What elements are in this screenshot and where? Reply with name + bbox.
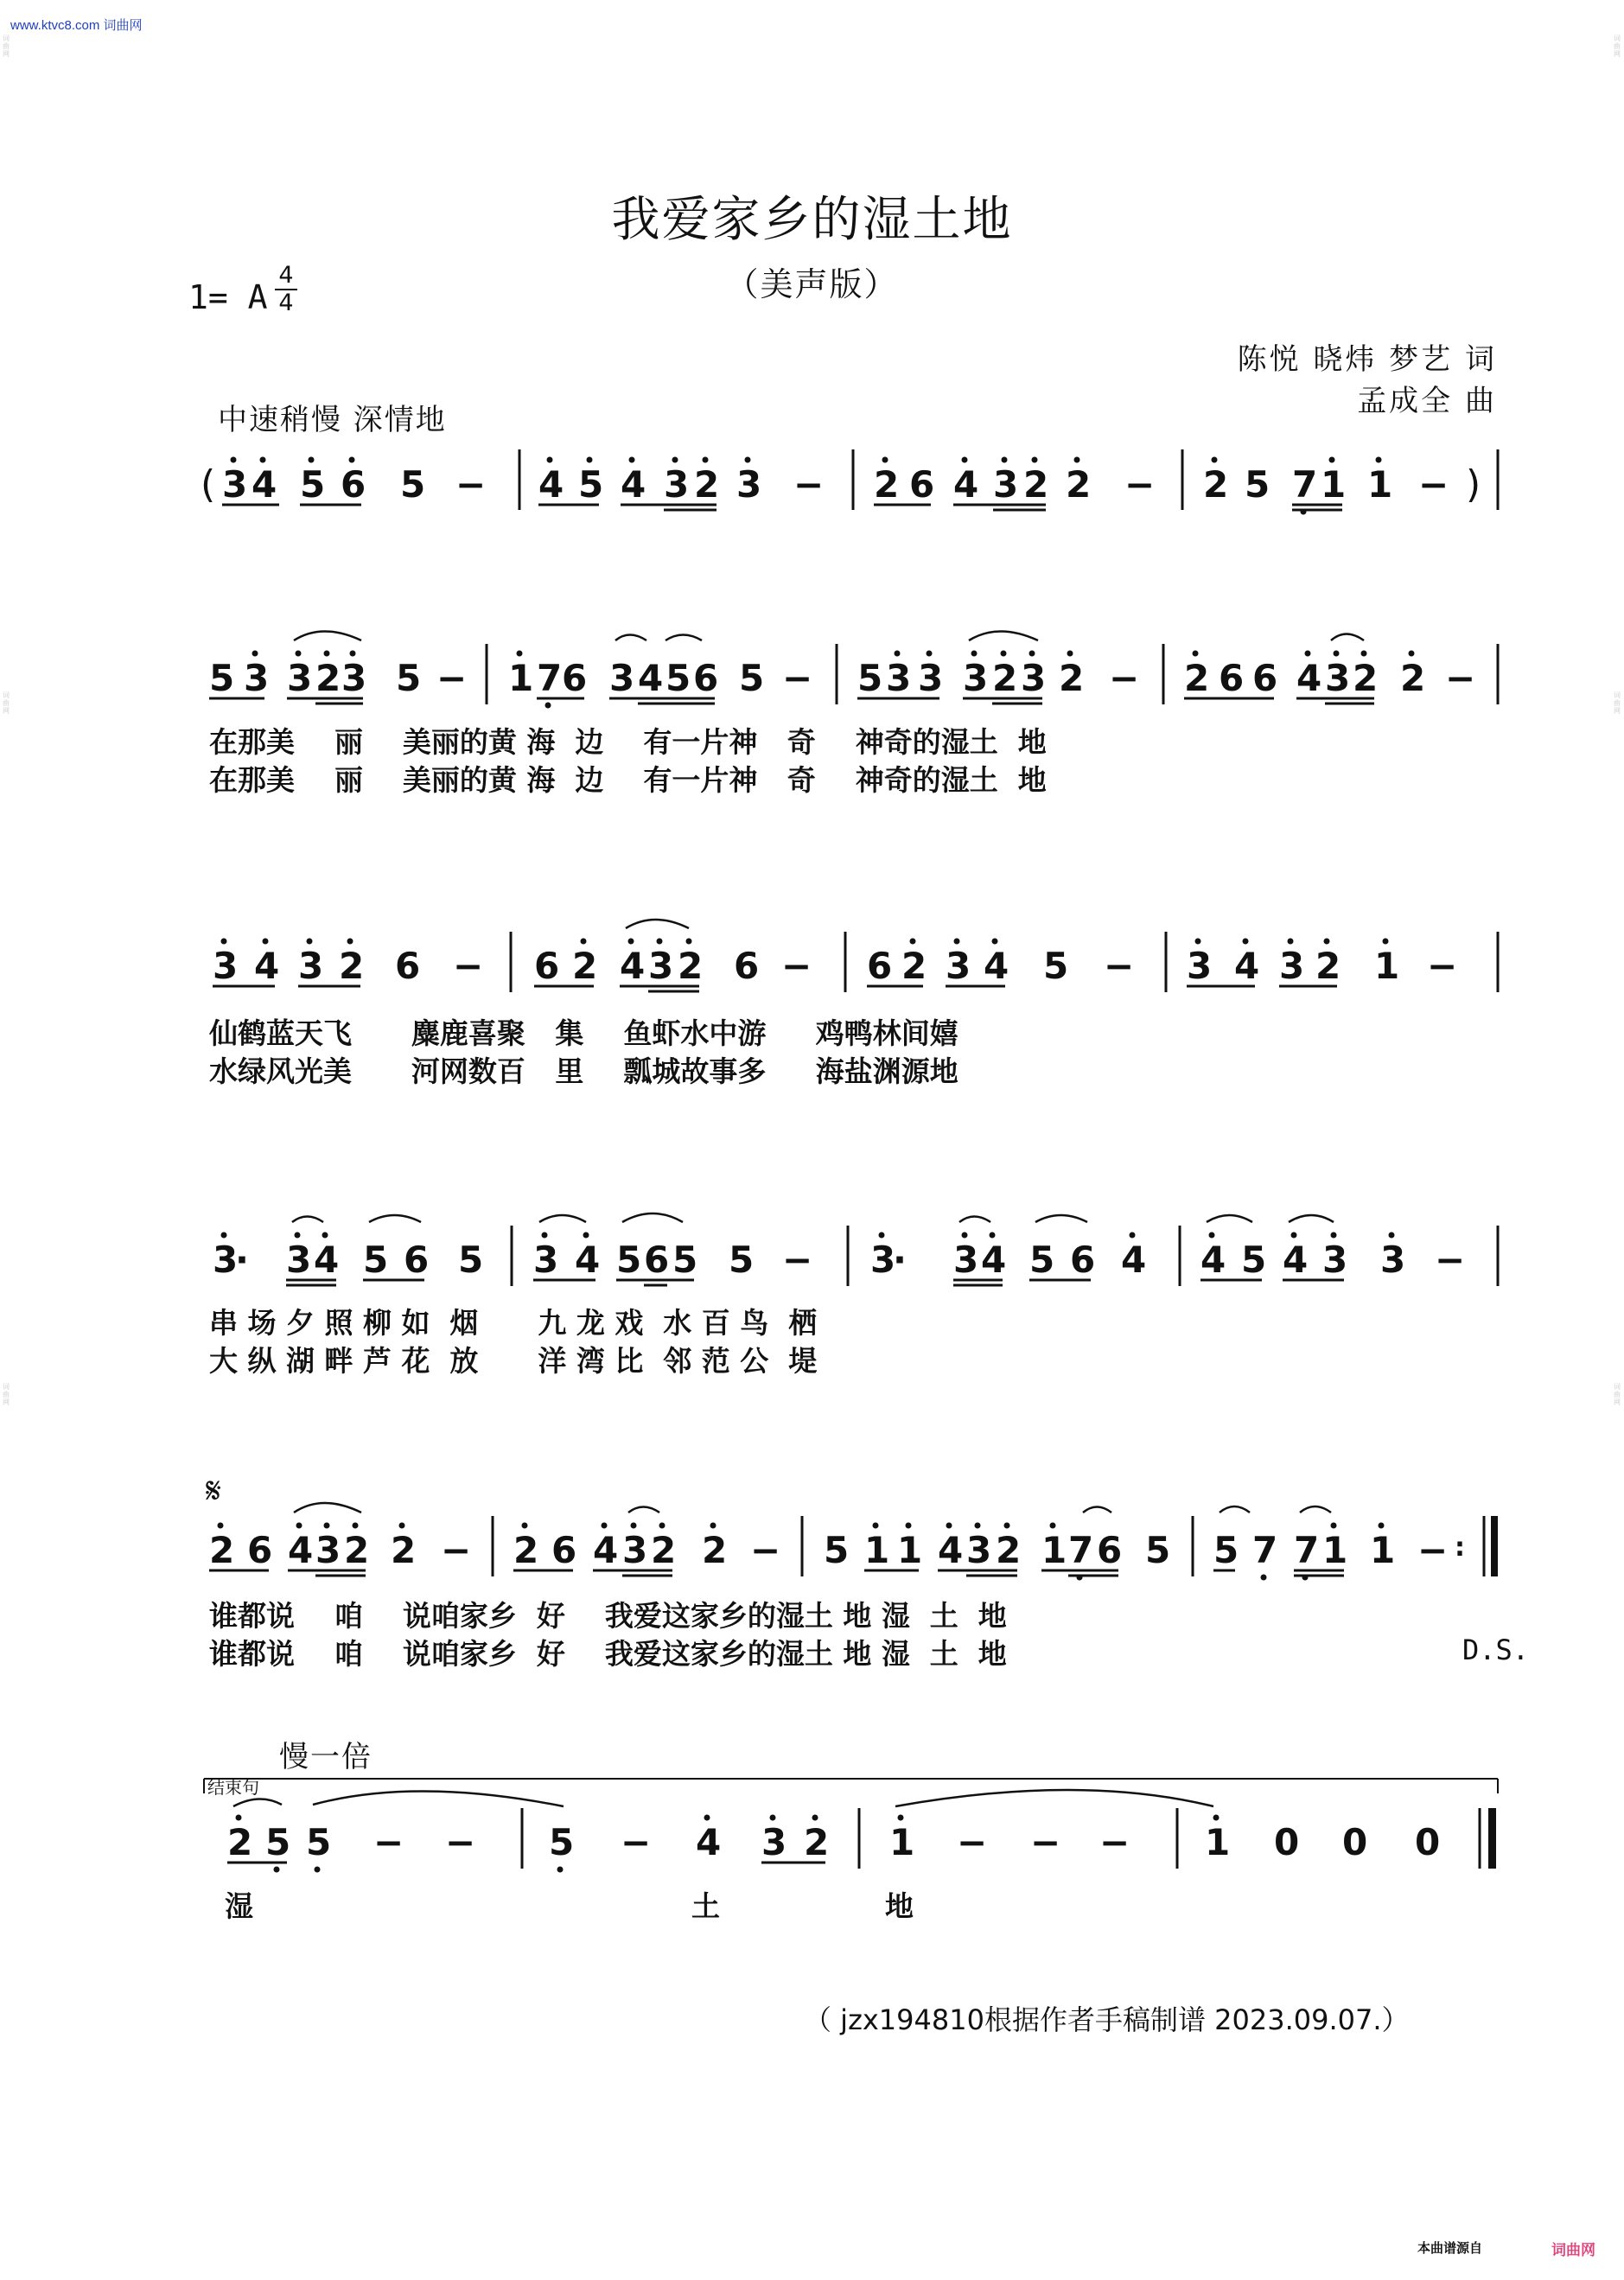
svg-text:4: 4 bbox=[696, 1821, 722, 1863]
svg-text:4: 4 bbox=[288, 1529, 314, 1571]
svg-text:3: 3 bbox=[993, 463, 1019, 506]
svg-text:2: 2 bbox=[1315, 945, 1341, 987]
svg-text:2: 2 bbox=[1353, 657, 1379, 699]
svg-text:3: 3 bbox=[1279, 945, 1305, 987]
svg-text:2: 2 bbox=[901, 945, 927, 987]
svg-text:−: − bbox=[1417, 1529, 1449, 1571]
svg-text:−: − bbox=[957, 1821, 988, 1863]
svg-text:−: − bbox=[750, 1529, 781, 1571]
svg-text::: : bbox=[1455, 1532, 1465, 1563]
svg-text:6: 6 bbox=[534, 945, 560, 987]
svg-text:6: 6 bbox=[551, 1529, 577, 1571]
svg-text:2: 2 bbox=[1400, 657, 1426, 699]
svg-text:7: 7 bbox=[1068, 1529, 1094, 1571]
watermark-left-1: 词曲网 bbox=[3, 35, 10, 58]
svg-text:2: 2 bbox=[694, 463, 720, 506]
slow-marking: 慢一倍 bbox=[279, 1740, 373, 1774]
svg-text:3: 3 bbox=[963, 657, 989, 699]
svg-text:4: 4 bbox=[593, 1529, 619, 1571]
svg-text:5: 5 bbox=[1029, 1239, 1055, 1281]
watermark-left-2: 词曲网 bbox=[3, 691, 10, 715]
svg-text:·: · bbox=[235, 1239, 249, 1281]
svg-text:6: 6 bbox=[867, 945, 893, 987]
svg-text:5: 5 bbox=[265, 1821, 291, 1863]
svg-text:6: 6 bbox=[644, 1239, 670, 1281]
svg-text:3: 3 bbox=[213, 945, 239, 987]
svg-text:5: 5 bbox=[400, 463, 426, 506]
svg-text:2: 2 bbox=[315, 657, 341, 699]
lyrics-row5-verse1: 谁都说 咱 说咱家乡 好 我爱这家乡的湿土 地 湿 土 地 bbox=[209, 1599, 1007, 1633]
svg-text:5: 5 bbox=[209, 657, 235, 699]
svg-text:2: 2 bbox=[1184, 657, 1210, 699]
svg-text:−: − bbox=[455, 463, 487, 506]
svg-text:5: 5 bbox=[458, 1239, 484, 1281]
svg-text:−: − bbox=[1124, 463, 1156, 506]
svg-text:5: 5 bbox=[1245, 463, 1271, 506]
svg-text:−: − bbox=[1435, 1239, 1466, 1281]
svg-text:−: − bbox=[782, 1239, 813, 1281]
svg-text:−: − bbox=[453, 945, 484, 987]
svg-text:−: − bbox=[373, 1821, 404, 1863]
svg-text:1: 1 bbox=[889, 1821, 915, 1863]
site-url[interactable]: www.ktvc8.com 词曲网 bbox=[10, 18, 143, 33]
tempo-marking: 中速稍慢 深情地 bbox=[218, 403, 447, 437]
svg-text:4: 4 bbox=[981, 1239, 1007, 1281]
svg-text:6: 6 bbox=[341, 463, 366, 506]
svg-text:7: 7 bbox=[1294, 1529, 1320, 1571]
svg-text:−: − bbox=[445, 1821, 476, 1863]
composer: 孟成全 曲 bbox=[1357, 384, 1497, 418]
lyrics-row6-word2: 土 bbox=[691, 1889, 720, 1923]
svg-text:7: 7 bbox=[1252, 1529, 1278, 1571]
svg-text:3: 3 bbox=[761, 1821, 787, 1863]
svg-text:6: 6 bbox=[1070, 1239, 1096, 1281]
svg-text:4: 4 bbox=[1234, 945, 1260, 987]
svg-text:2: 2 bbox=[572, 945, 598, 987]
svg-text:5: 5 bbox=[666, 657, 691, 699]
svg-text:−: − bbox=[1104, 945, 1135, 987]
lyrics-row3-verse2: 水绿风光美 河网数百 里 瓢城故事多 海盐渊源地 bbox=[209, 1054, 958, 1088]
svg-text:5: 5 bbox=[1241, 1239, 1267, 1281]
footer-site-link[interactable]: 词曲网 bbox=[1551, 2242, 1595, 2259]
svg-text:−: − bbox=[1109, 657, 1140, 699]
svg-text:5: 5 bbox=[300, 463, 326, 506]
svg-text:2: 2 bbox=[1066, 463, 1092, 506]
key-signature: 1= A bbox=[188, 278, 268, 316]
svg-text:1: 1 bbox=[508, 657, 534, 699]
svg-text:5: 5 bbox=[824, 1529, 850, 1571]
svg-text:6: 6 bbox=[909, 463, 935, 506]
svg-text:1: 1 bbox=[864, 1529, 890, 1571]
svg-text:6: 6 bbox=[1097, 1529, 1123, 1571]
svg-text:2: 2 bbox=[874, 463, 900, 506]
svg-text:4: 4 bbox=[1296, 657, 1322, 699]
lyrics-row4-verse1: 串 场 夕 照 柳 如 烟 九 龙 戏 水 百 鸟 栖 bbox=[209, 1306, 818, 1340]
svg-text:3: 3 bbox=[622, 1529, 648, 1571]
svg-text:2: 2 bbox=[391, 1529, 417, 1571]
svg-text:5: 5 bbox=[729, 1239, 755, 1281]
svg-text:6: 6 bbox=[1252, 657, 1278, 699]
svg-text:0: 0 bbox=[1274, 1821, 1300, 1863]
lyrics-row2-verse1: 在那美 丽 美丽的黄 海 边 有一片神 奇 神奇的湿土 地 bbox=[209, 725, 1047, 759]
svg-text:7: 7 bbox=[537, 657, 563, 699]
svg-text:(: ( bbox=[201, 462, 216, 506]
svg-text:5: 5 bbox=[1145, 1529, 1171, 1571]
svg-text:2: 2 bbox=[227, 1821, 253, 1863]
svg-text:5: 5 bbox=[1213, 1529, 1239, 1571]
svg-text:5: 5 bbox=[549, 1821, 575, 1863]
svg-text:3: 3 bbox=[286, 1239, 312, 1281]
lyricist: 陈悦 晓炜 梦艺 词 bbox=[1237, 342, 1497, 377]
svg-text:2: 2 bbox=[992, 657, 1018, 699]
svg-text:2: 2 bbox=[1203, 463, 1229, 506]
svg-text:3: 3 bbox=[886, 657, 912, 699]
svg-text:1: 1 bbox=[1041, 1529, 1067, 1571]
svg-text:−: − bbox=[1418, 463, 1449, 506]
lyrics-row5-verse2: 谁都说 咱 说咱家乡 好 我爱这家乡的湿土 地 湿 土 地 bbox=[209, 1637, 1007, 1671]
segno-sign: 𝄋 bbox=[206, 1469, 222, 1512]
svg-text:3: 3 bbox=[244, 657, 270, 699]
svg-text:4: 4 bbox=[252, 463, 277, 506]
svg-text:3: 3 bbox=[315, 1529, 341, 1571]
svg-text:−: − bbox=[1427, 945, 1458, 987]
svg-text:2: 2 bbox=[339, 945, 365, 987]
watermark-right-2: 词曲网 bbox=[1614, 691, 1621, 715]
svg-text:−: − bbox=[782, 657, 813, 699]
svg-text:2: 2 bbox=[996, 1529, 1022, 1571]
svg-text:3: 3 bbox=[918, 657, 944, 699]
lyrics-row2-verse2: 在那美 丽 美丽的黄 海 边 有一片神 奇 神奇的湿土 地 bbox=[209, 763, 1047, 797]
svg-text:6: 6 bbox=[734, 945, 760, 987]
watermark-right-3: 词曲网 bbox=[1614, 1383, 1621, 1406]
svg-text:7: 7 bbox=[1292, 463, 1318, 506]
svg-text:1: 1 bbox=[1321, 463, 1347, 506]
svg-text:5: 5 bbox=[1043, 945, 1069, 987]
svg-text:2: 2 bbox=[344, 1529, 370, 1571]
svg-text:2: 2 bbox=[1023, 463, 1049, 506]
svg-text:5: 5 bbox=[578, 463, 604, 506]
svg-text:5: 5 bbox=[857, 657, 883, 699]
svg-text:3: 3 bbox=[213, 1239, 239, 1281]
svg-text:·: · bbox=[893, 1239, 907, 1281]
svg-text:6: 6 bbox=[404, 1239, 430, 1281]
song-subtitle: （美声版） bbox=[725, 265, 899, 303]
svg-text:4: 4 bbox=[953, 463, 979, 506]
svg-text:4: 4 bbox=[254, 945, 280, 987]
svg-text:1: 1 bbox=[1322, 1529, 1348, 1571]
svg-text:2: 2 bbox=[513, 1529, 539, 1571]
svg-text:5: 5 bbox=[672, 1239, 698, 1281]
svg-text:−: − bbox=[1030, 1821, 1061, 1863]
svg-text:3: 3 bbox=[341, 657, 367, 699]
svg-text:−: − bbox=[441, 1529, 472, 1571]
svg-text:3: 3 bbox=[1322, 1239, 1348, 1281]
svg-text:2: 2 bbox=[804, 1821, 830, 1863]
svg-text:5: 5 bbox=[616, 1239, 642, 1281]
svg-text:3: 3 bbox=[648, 945, 674, 987]
svg-text:4: 4 bbox=[638, 657, 664, 699]
svg-text:2: 2 bbox=[702, 1529, 728, 1571]
svg-text:6: 6 bbox=[395, 945, 421, 987]
svg-text:4: 4 bbox=[620, 945, 646, 987]
svg-text:−: − bbox=[1099, 1821, 1130, 1863]
watermark-left-3: 词曲网 bbox=[3, 1383, 10, 1406]
svg-text:3: 3 bbox=[966, 1529, 992, 1571]
svg-text:1: 1 bbox=[1367, 463, 1393, 506]
svg-text:5: 5 bbox=[739, 657, 765, 699]
svg-text:2: 2 bbox=[209, 1529, 235, 1571]
svg-text:3: 3 bbox=[664, 463, 690, 506]
svg-text:3: 3 bbox=[1325, 657, 1351, 699]
svg-text:−: − bbox=[793, 463, 825, 506]
meter-top: 4 bbox=[278, 262, 294, 289]
svg-text:3: 3 bbox=[1380, 1239, 1406, 1281]
svg-text:−: − bbox=[621, 1821, 652, 1863]
svg-text:−: − bbox=[1445, 657, 1476, 699]
ds-marking: D.S. bbox=[1462, 1634, 1530, 1666]
svg-text:4: 4 bbox=[1200, 1239, 1226, 1281]
svg-text:5: 5 bbox=[306, 1821, 332, 1863]
svg-text:3: 3 bbox=[1021, 657, 1047, 699]
footer-source-label: 本曲谱源自 bbox=[1417, 2240, 1483, 2256]
svg-text:3: 3 bbox=[870, 1239, 896, 1281]
lyrics-row6-word1: 湿 bbox=[225, 1889, 253, 1923]
watermark-right-1: 词曲网 bbox=[1614, 35, 1621, 58]
svg-text:3: 3 bbox=[222, 463, 248, 506]
svg-text:2: 2 bbox=[651, 1529, 677, 1571]
svg-text:1: 1 bbox=[1374, 945, 1400, 987]
svg-text:3: 3 bbox=[946, 945, 971, 987]
song-title: 我爱家乡的湿土地 bbox=[611, 192, 1013, 248]
svg-text:1: 1 bbox=[1370, 1529, 1396, 1571]
svg-text:5: 5 bbox=[396, 657, 422, 699]
svg-text:4: 4 bbox=[621, 463, 646, 506]
svg-text:2: 2 bbox=[1059, 657, 1085, 699]
svg-text:6: 6 bbox=[693, 657, 719, 699]
svg-text:4: 4 bbox=[314, 1239, 340, 1281]
lyrics-row4-verse2: 大 纵 湖 畔 芦 花 放 洋 湾 比 邻 范 公 堤 bbox=[209, 1344, 818, 1378]
svg-text:6: 6 bbox=[247, 1529, 273, 1571]
svg-text:0: 0 bbox=[1415, 1821, 1441, 1863]
svg-text:6: 6 bbox=[562, 657, 588, 699]
svg-text:−: − bbox=[781, 945, 812, 987]
svg-text:3: 3 bbox=[533, 1239, 559, 1281]
svg-text:4: 4 bbox=[575, 1239, 601, 1281]
svg-text:4: 4 bbox=[1283, 1239, 1309, 1281]
ending-label: 结束句 bbox=[207, 1777, 259, 1798]
svg-text:4: 4 bbox=[938, 1529, 964, 1571]
lyrics-row3-verse1: 仙鹤蓝天飞 麋鹿喜聚 集 鱼虾水中游 鸡鸭林间嬉 bbox=[209, 1016, 958, 1050]
svg-text:−: − bbox=[436, 657, 468, 699]
lyrics-row6-word3: 地 bbox=[885, 1889, 914, 1923]
svg-text:1: 1 bbox=[1205, 1821, 1231, 1863]
svg-text:3: 3 bbox=[736, 463, 762, 506]
svg-text:3: 3 bbox=[287, 657, 313, 699]
transcription-credit: （ jzx194810根据作者手稿制谱 2023.09.07.） bbox=[804, 2003, 1410, 2036]
svg-text:1: 1 bbox=[897, 1529, 923, 1571]
svg-text:4: 4 bbox=[538, 463, 564, 506]
svg-text:5: 5 bbox=[363, 1239, 389, 1281]
svg-text:2: 2 bbox=[678, 945, 704, 987]
svg-text:6: 6 bbox=[1219, 657, 1245, 699]
svg-text:4: 4 bbox=[984, 945, 1009, 987]
svg-text:3: 3 bbox=[298, 945, 324, 987]
svg-text:3: 3 bbox=[609, 657, 635, 699]
svg-text:0: 0 bbox=[1342, 1821, 1368, 1863]
svg-text:3: 3 bbox=[1187, 945, 1213, 987]
meter-bottom: 4 bbox=[278, 290, 294, 316]
svg-text:4: 4 bbox=[1121, 1239, 1147, 1281]
svg-text:): ) bbox=[1466, 462, 1481, 506]
svg-text:3: 3 bbox=[953, 1239, 979, 1281]
